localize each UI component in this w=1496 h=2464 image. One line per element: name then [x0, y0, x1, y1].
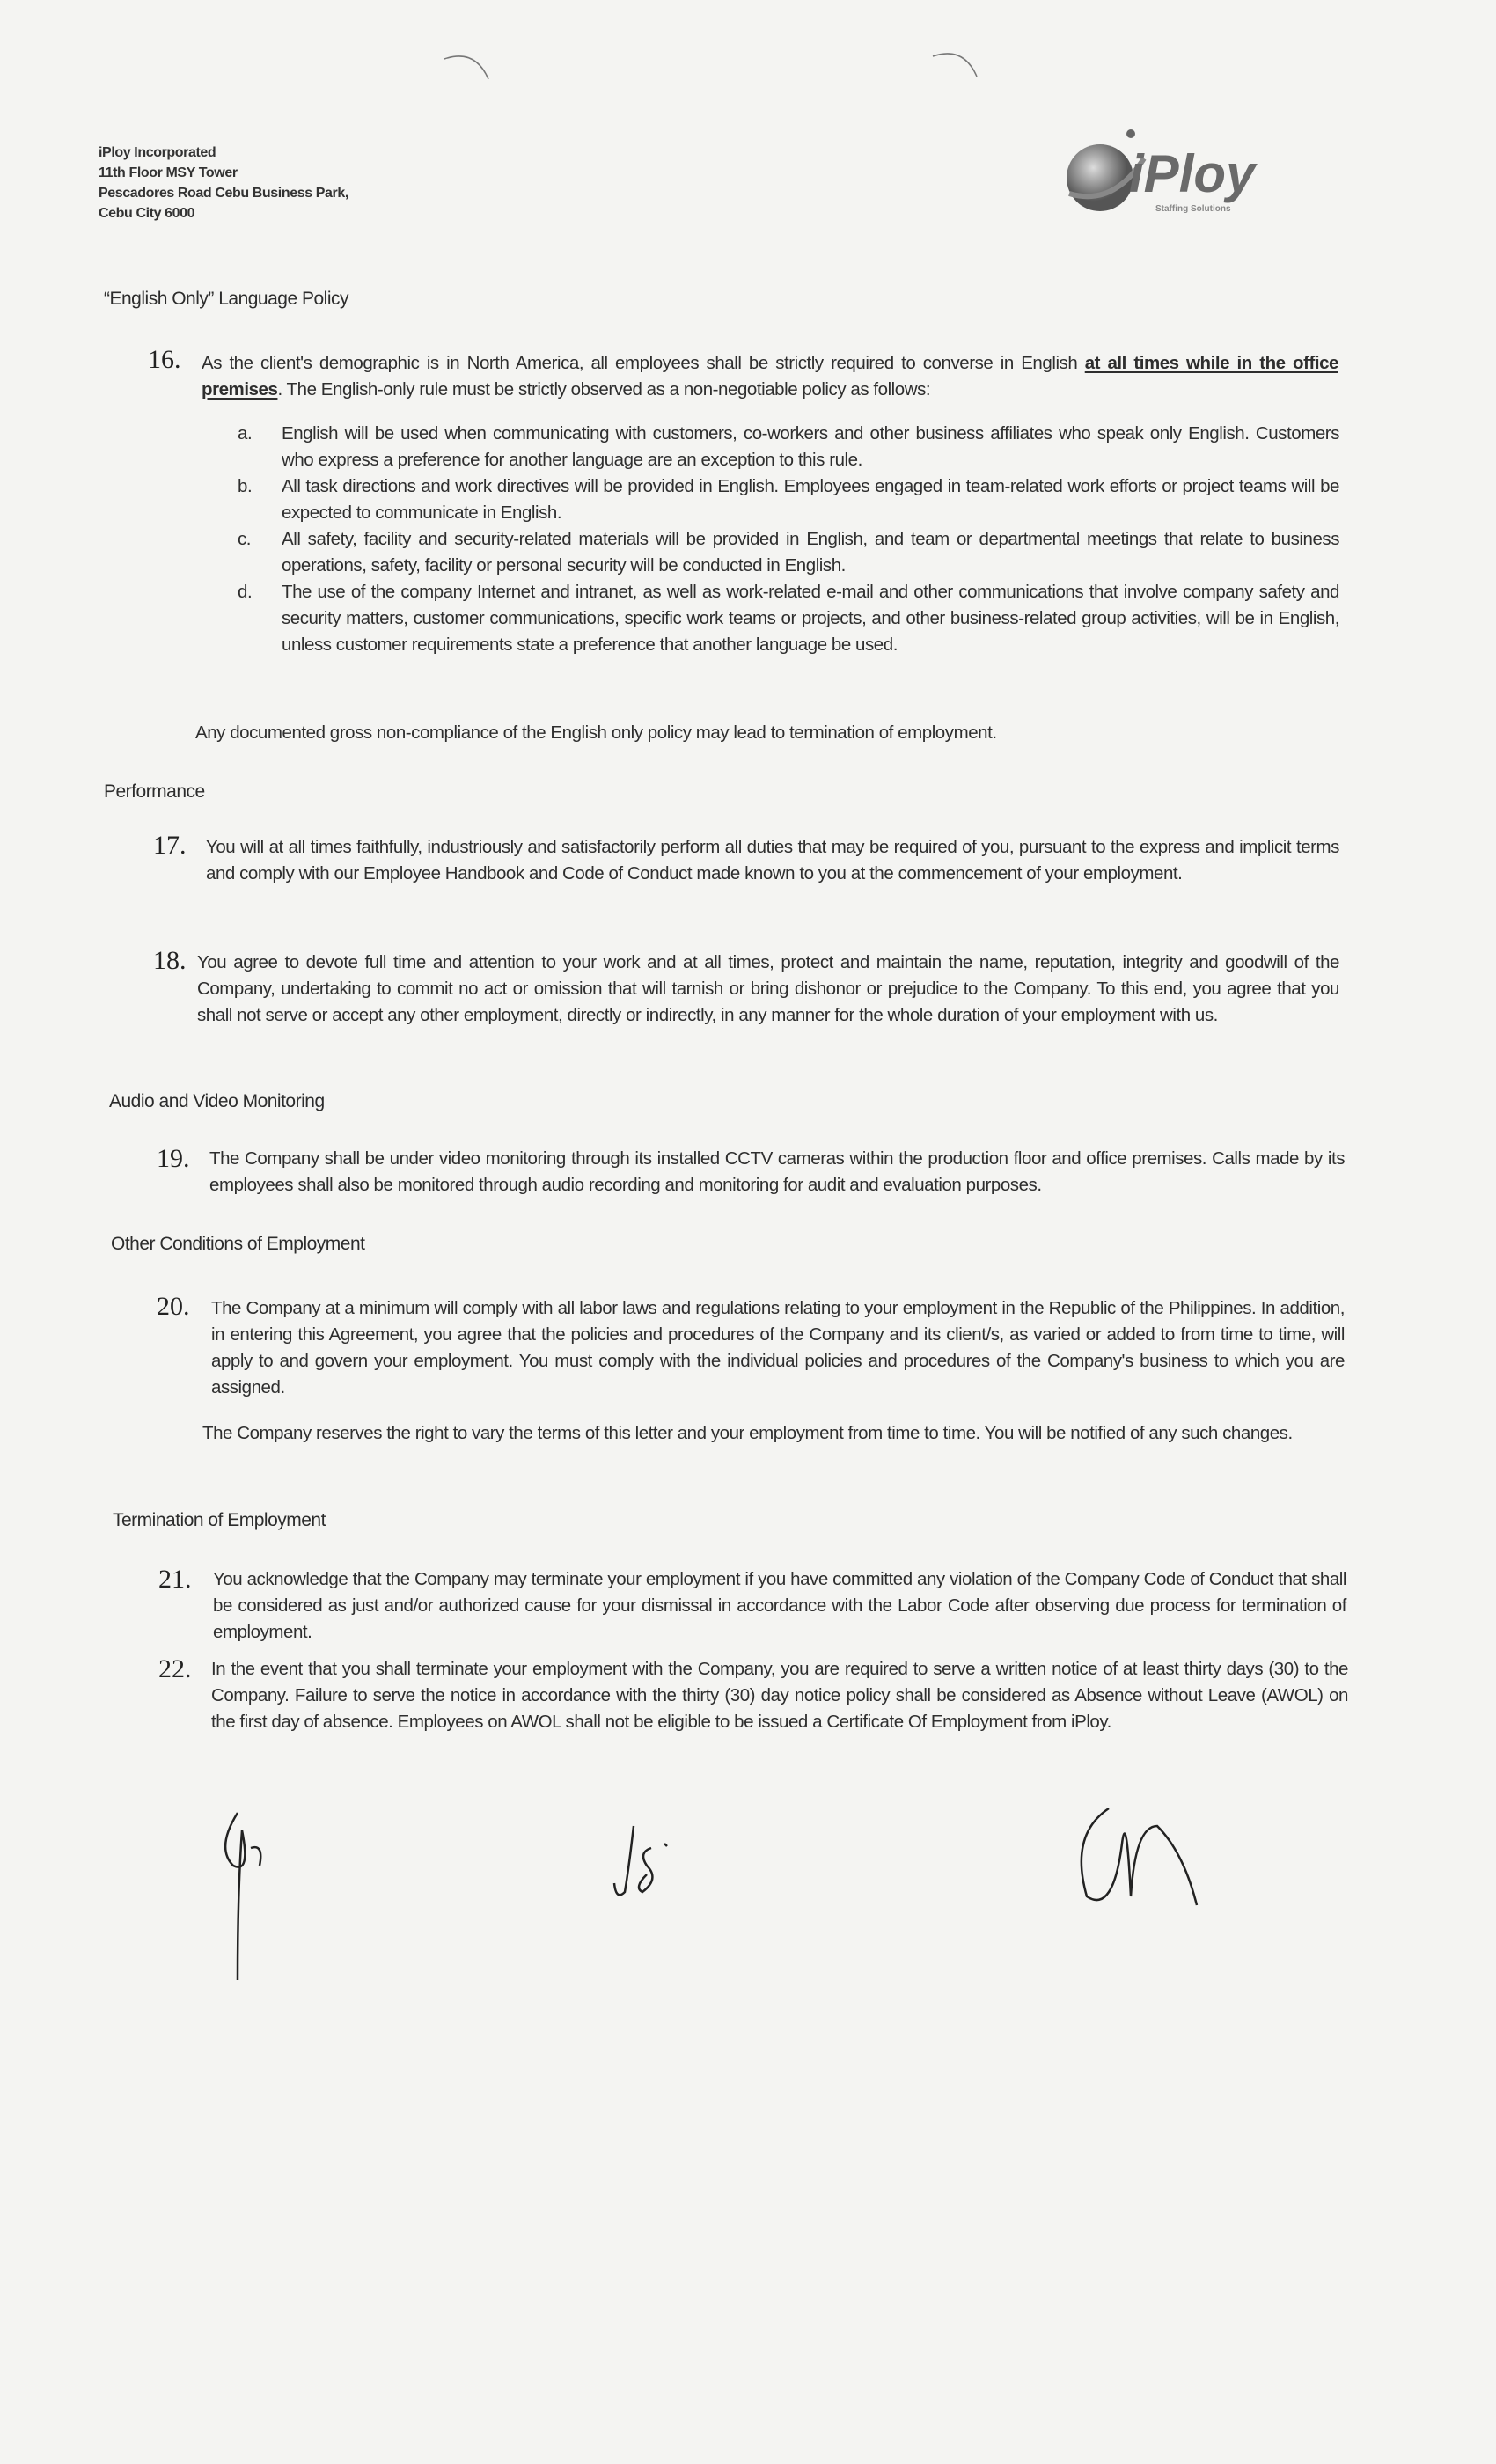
- clause-number: 16.: [148, 345, 181, 374]
- list-label: d.: [238, 582, 253, 602]
- list-item: [238, 579, 1339, 658]
- section-heading: Other Conditions of Employment: [111, 1234, 365, 1254]
- clause-text: As the client's demographic is in North America, all employees shall be strictly required to converse in English: [202, 353, 1085, 373]
- section-heading: Termination of Employment: [113, 1510, 326, 1530]
- signature-initials: [1069, 1791, 1201, 1923]
- list-label: c.: [238, 529, 252, 549]
- globe-icon: [1060, 123, 1298, 220]
- clause-20-note: The Company reserves the right to vary the terms of this letter and your employment from time to time. You will be notified of any such changes.: [202, 1423, 1293, 1443]
- section-heading: Performance: [104, 781, 205, 802]
- policy-closing: Any documented gross non-compliance of the English only policy may lead to termination of employment.: [195, 722, 997, 743]
- punch-mark: [440, 48, 502, 84]
- list-text: The use of the company Internet and intranet, as well as work-related e-mail and other communications that involve company safety and security matters, customer communications, specific work teams or projects, and other business-related group activities, will be in English, unless customer requirements state a preference that another language be used.: [282, 582, 1339, 655]
- clause-17: You will at all times faithfully, industriously and satisfactorily perform all duties that may be required of you, pursuant to the express and implicit terms and comply with our Employee Handbook and Code of Conduct made known to you at the commencement of your employment.: [206, 837, 1339, 884]
- clause-19: The Company shall be under video monitoring through its installed CCTV cameras within the production floor and office premises. Calls made by its employees shall also be monitored through audio recording and monitoring for audit and evaluation purposes.: [209, 1148, 1345, 1195]
- clause-16: [202, 350, 1338, 403]
- clause-number: 20.: [157, 1292, 190, 1321]
- list-item: [238, 473, 1339, 526]
- clause-number: 17.: [153, 831, 187, 860]
- clause-21: You acknowledge that the Company may terminate your employment if you have committed any violation of the Company Code of Conduct that shall be considered as just and/or authorized cause for your dismissal in accordance with the Labor Code after observing due process for termination of employment.: [213, 1569, 1346, 1642]
- list-item: [238, 526, 1339, 579]
- list-text: English will be used when communicating with customers, co-workers and other business affiliates who speak only English. Customers who express a preference for another language are an exception to this rule.: [282, 423, 1339, 470]
- address-line: iPloy Incorporated: [99, 145, 216, 160]
- clause-18: You agree to devote full time and attention to your work and at all times, protect and maintain the name, reputation, integrity and goodwill of the Company, undertaking to commit no act or omission that will tarnish or bring dishonor or prejudice to the Company. To this end, you agree that you shall not serve or accept any other employment, directly or indirectly, in any manner for the whole duration of your employment with us.: [197, 952, 1339, 1025]
- underlined-text: at all times while in the office premises: [202, 353, 1338, 400]
- iploy-logo: [1060, 123, 1298, 220]
- policy-list: [238, 421, 1339, 658]
- list-label: b.: [238, 476, 253, 496]
- list-item: [238, 421, 1339, 473]
- clause-20: The Company at a minimum will comply with all labor laws and regulations relating to your employment in the Republic of the Philippines. In addition, in entering this Agreement, you agree that the policies and procedures of the Company and its client/s, as varied or added to from time to time, will apply to and govern your employment. You must comply with the individual policies and procedures of the Company's business to which you are assigned.: [211, 1298, 1345, 1397]
- svg-text:iPloy: iPloy: [1129, 144, 1256, 203]
- list-label: a.: [238, 423, 253, 444]
- list-text: All task directions and work directives will be provided in English. Employees engaged in team-related work efforts or project teams will be expected to communicate in English.: [282, 476, 1339, 523]
- address-line: 11th Floor MSY Tower: [99, 165, 238, 180]
- address-line: Pescadores Road Cebu Business Park,: [99, 186, 348, 201]
- clause-number: 22.: [158, 1654, 192, 1683]
- clause-number: 21.: [158, 1565, 192, 1594]
- punch-mark: [928, 46, 990, 81]
- clause-number: 19.: [157, 1144, 190, 1173]
- list-text: All safety, facility and security-related materials will be provided in English, and team or departmental meetings that relate to business operations, safety, facility or personal security will be conducted in English.: [282, 529, 1339, 576]
- section-heading: Audio and Video Monitoring: [109, 1091, 325, 1111]
- signature-initials: [607, 1813, 686, 1910]
- clause-number: 18.: [153, 946, 187, 975]
- clause-text: . The English-only rule must be strictly observed as a non-negotiable policy as follows:: [277, 379, 931, 400]
- clause-22: In the event that you shall terminate your employment with the Company, you are required to serve a written notice of at least thirty days (30) to the Company. Failure to serve the notice in accordance with the thirty (30) day notice policy shall be considered as Absence without Leave (AWOL) on the first day of absence. Employees on AWOL shall not be eligible to be issued a Certificate Of Employment from iPloy.: [211, 1659, 1348, 1732]
- svg-text:Staffing Solutions: Staffing Solutions: [1155, 204, 1231, 214]
- section-heading: “English Only” Language Policy: [104, 289, 348, 309]
- company-address: [99, 143, 348, 224]
- address-line: Cebu City 6000: [99, 206, 195, 221]
- signature-initials: [211, 1795, 282, 1989]
